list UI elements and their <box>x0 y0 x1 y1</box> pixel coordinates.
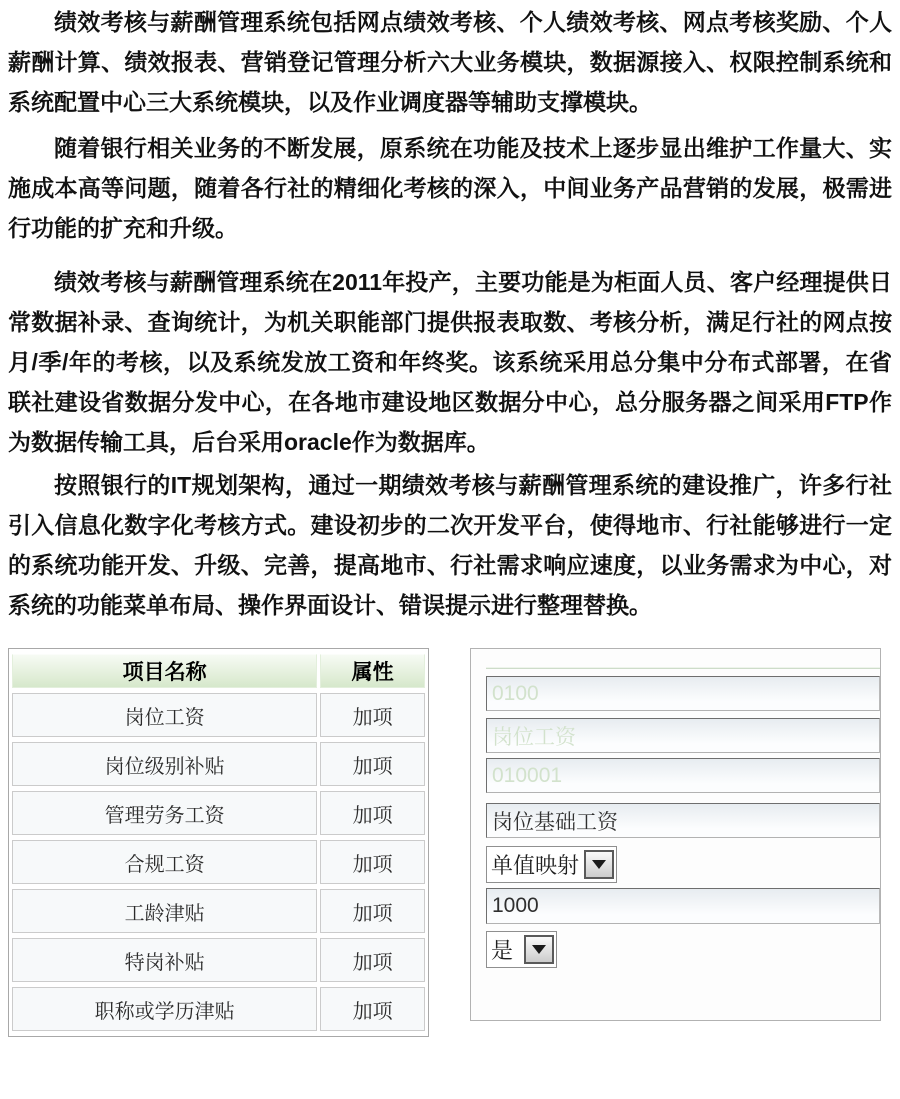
salary-items-table <box>8 648 429 1037</box>
item-name-cell: 岗位级别补贴 <box>12 742 317 786</box>
table-header-row <box>12 654 425 688</box>
item-code-field <box>486 676 880 711</box>
table-row <box>12 693 425 737</box>
item-name-cell: 特岗补贴 <box>12 938 317 982</box>
attribute-cell: 加项 <box>320 889 425 933</box>
item-name-cell: 职称或学历津贴 <box>12 987 317 1031</box>
sub-item-code-field <box>486 758 880 793</box>
table-row <box>12 742 425 786</box>
item-name-cell: 岗位工资 <box>12 693 317 737</box>
attribute-cell: 加项 <box>320 840 425 884</box>
item-name-cell: 合规工资 <box>12 840 317 884</box>
groupbox-divider <box>486 668 880 669</box>
paragraph-system-history: 绩效考核与薪酬管理系统在2011年投产，主要功能是为柜面人员、客户经理提供日常数据补录、查询统计，为机关职能部门提供报表取数、考核分析，满足行社的网点按月/季/年的考核，以及系统发放工资和年终奖。该系统采用总分集中分布式部署，在省联社建设省数据分发中心，在各地市建设地区数据分中心，总分服务器之间采用FTP作为数据传输工具，后台采用oracle作为数据库。 <box>8 269 892 455</box>
amount-field[interactable] <box>486 888 880 924</box>
paragraph-overview: 绩效考核与薪酬管理系统包括网点绩效考核、个人绩效考核、网点考核奖励、个人薪酬计算、绩效报表、营销登记管理分析六大业务模块，数据源接入、权限控制系统和系统配置中心三大系统模块，以及作业调度器等辅助支撑模块。 <box>8 9 892 115</box>
table-row <box>12 840 425 884</box>
flag-select[interactable] <box>486 931 557 968</box>
attribute-cell: 加项 <box>320 742 425 786</box>
detail-fields <box>486 676 880 1020</box>
flag-value: 是 <box>491 938 514 963</box>
table-row <box>12 987 425 1031</box>
paragraph-it-plan: 按照银行的IT规划架构，通过一期绩效考核与薪酬管理系统的建设推广，许多行社引入信息化数字化考核方式。建设初步的二次开发平台，使得地市、行社能够进行一定的系统功能开发、升级、完善，提高地市、行社需求响应速度，以业务需求为中心，对系统的功能菜单布局、操作界面设计、错误提示进行整理替换。 <box>8 472 892 618</box>
dropdown-arrow-button[interactable] <box>524 935 554 964</box>
mapping-type-select[interactable] <box>486 846 617 883</box>
table-row <box>12 938 425 982</box>
attribute-cell: 加项 <box>320 938 425 982</box>
column-header-attribute: 属性 <box>320 654 425 688</box>
column-header-item-name: 项目名称 <box>12 654 317 688</box>
item-name-cell: 工龄津贴 <box>12 889 317 933</box>
sub-item-name-field[interactable] <box>486 803 880 838</box>
item-name-field <box>486 718 880 753</box>
attribute-cell: 加项 <box>320 791 425 835</box>
document-body <box>8 2 892 625</box>
paragraph-background: 随着银行相关业务的不断发展，原系统在功能及技术上逐步显出维护工作量大、实施成本高等问题，随着各行社的精细化考核的深入，中间业务产品营销的发展，极需进行功能的扩充和升级。 <box>8 135 892 241</box>
chevron-down-icon <box>532 945 546 954</box>
chevron-down-icon <box>592 860 606 869</box>
mapping-type-value: 单值映射 <box>491 853 580 878</box>
attribute-cell: 加项 <box>320 987 425 1031</box>
table-row <box>12 889 425 933</box>
item-detail-panel <box>470 648 881 1021</box>
table-row <box>12 791 425 835</box>
dropdown-arrow-button[interactable] <box>584 850 614 879</box>
item-name-cell: 管理劳务工资 <box>12 791 317 835</box>
attribute-cell: 加项 <box>320 693 425 737</box>
